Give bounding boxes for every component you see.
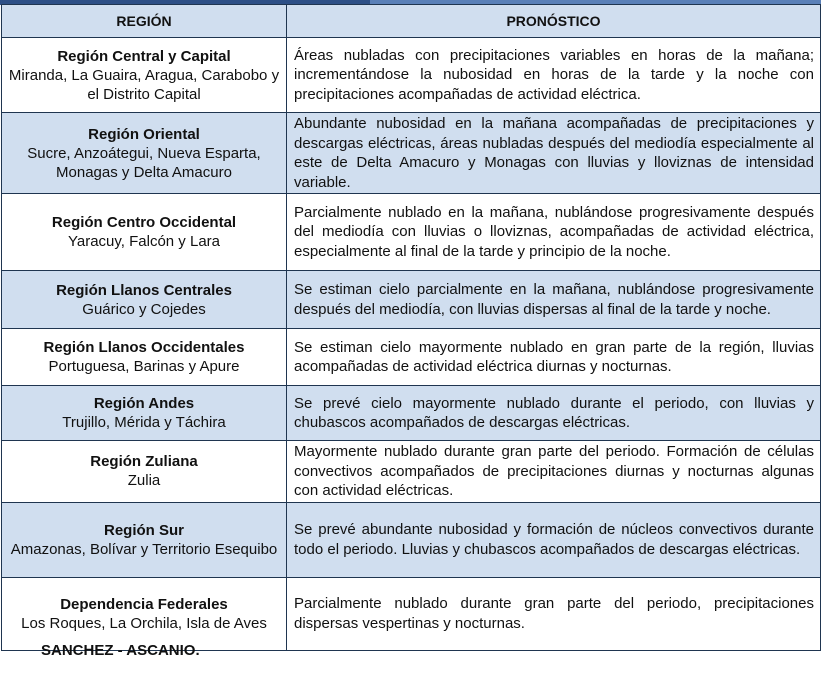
header-forecast: PRONÓSTICO bbox=[287, 5, 821, 38]
region-states: Trujillo, Mérida y Táchira bbox=[62, 414, 226, 431]
table-row bbox=[2, 577, 821, 650]
region-states: Guárico y Cojedes bbox=[82, 300, 206, 318]
region-cell bbox=[2, 271, 287, 329]
region-states: Los Roques, La Orchila, Isla de Aves bbox=[21, 614, 267, 632]
region-cell bbox=[2, 386, 287, 441]
forecast-cell: Se prevé abundante nubosidad y formación de núcleos convectivos durante todo el periodo. Lluvias y chubascos acompañados de descargas eléctricas. bbox=[287, 502, 821, 577]
table-row bbox=[2, 194, 821, 271]
region-name: Región Sur bbox=[103, 521, 184, 539]
region-states: Zulia bbox=[127, 472, 161, 490]
header-region: REGIÓN bbox=[2, 5, 287, 38]
table-header-row bbox=[2, 5, 821, 38]
region-states: Portuguesa, Barinas y Apure bbox=[48, 358, 240, 375]
forecast-cell: Se estiman cielo parcialmente en la mañana, nublándose progresivamente después del mediodía, con lluvias dispersas al final de la tarde y noche. bbox=[287, 271, 821, 329]
region-states: Sucre, Anzoátegui, Nueva Esparta, Monagas y Delta Amacuro bbox=[27, 144, 261, 181]
region-states: Miranda, La Guaira, Aragua, Carabobo y el Distrito Capital bbox=[8, 66, 280, 103]
region-cell bbox=[2, 194, 287, 271]
forecast-cell: Áreas nubladas con precipitaciones variables en horas de la mañana; incrementándose la nubosidad en horas de la tarde y la noche con precipitaciones acompañadas de actividad eléctrica. bbox=[287, 38, 821, 113]
region-name: Región Centro Occidental bbox=[51, 214, 237, 231]
table-row bbox=[2, 441, 821, 503]
region-cell bbox=[2, 329, 287, 386]
signature: SANCHEZ - ASCANIO. bbox=[41, 642, 200, 659]
table-row bbox=[2, 502, 821, 577]
table-row bbox=[2, 38, 821, 113]
region-cell bbox=[2, 441, 287, 503]
region-cell bbox=[2, 502, 287, 577]
forecast-cell: Se prevé cielo mayormente nublado durante el periodo, con lluvias y chubascos acompañados de descargas eléctricas. bbox=[287, 386, 821, 441]
region-cell bbox=[2, 577, 287, 650]
region-states: Amazonas, Bolívar y Territorio Esequibo bbox=[10, 540, 278, 558]
forecast-cell: Mayormente nublado durante gran parte del periodo. Formación de células convectivos acompañados de precipitaciones diurnas y nocturnas algunas con actividad eléctricas. bbox=[287, 441, 821, 503]
table-row bbox=[2, 329, 821, 386]
region-cell bbox=[2, 38, 287, 113]
forecast-cell: Parcialmente nublado durante gran parte del periodo, precipitaciones dispersas vespertinas y nocturnas. bbox=[287, 577, 821, 650]
forecast-cell: Se estiman cielo mayormente nublado en gran parte de la región, lluvias acompañadas de actividad eléctrica diurnas y nocturnas. bbox=[287, 329, 821, 386]
region-name: Región Oriental bbox=[88, 125, 200, 143]
region-name: Región Central y Capital bbox=[57, 47, 231, 65]
table-row bbox=[2, 271, 821, 329]
region-name: Dependencia Federales bbox=[60, 595, 228, 613]
region-cell bbox=[2, 113, 287, 194]
region-states: Yaracuy, Falcón y Lara bbox=[67, 233, 220, 250]
forecast-table bbox=[1, 4, 821, 651]
forecast-cell: Abundante nubosidad en la mañana acompañadas de precipitaciones y descargas eléctricas, áreas nubladas después del mediodía especialmente al este de Delta Amacuro y Monagas con lluvias y lloviznas de intensidad variable. bbox=[287, 113, 821, 194]
region-name: Región Zuliana bbox=[90, 453, 198, 471]
table-row bbox=[2, 113, 821, 194]
forecast-cell: Parcialmente nublado en la mañana, nublándose progresivamente después del mediodía con lluvias o lloviznas, acompañadas de actividad eléctrica, especialmente al final de la tarde y principio de la noche. bbox=[287, 194, 821, 271]
table-row bbox=[2, 386, 821, 441]
region-name: Región Llanos Occidentales bbox=[43, 339, 245, 356]
region-name: Región Llanos Centrales bbox=[56, 281, 232, 299]
region-name: Región Andes bbox=[93, 395, 195, 412]
